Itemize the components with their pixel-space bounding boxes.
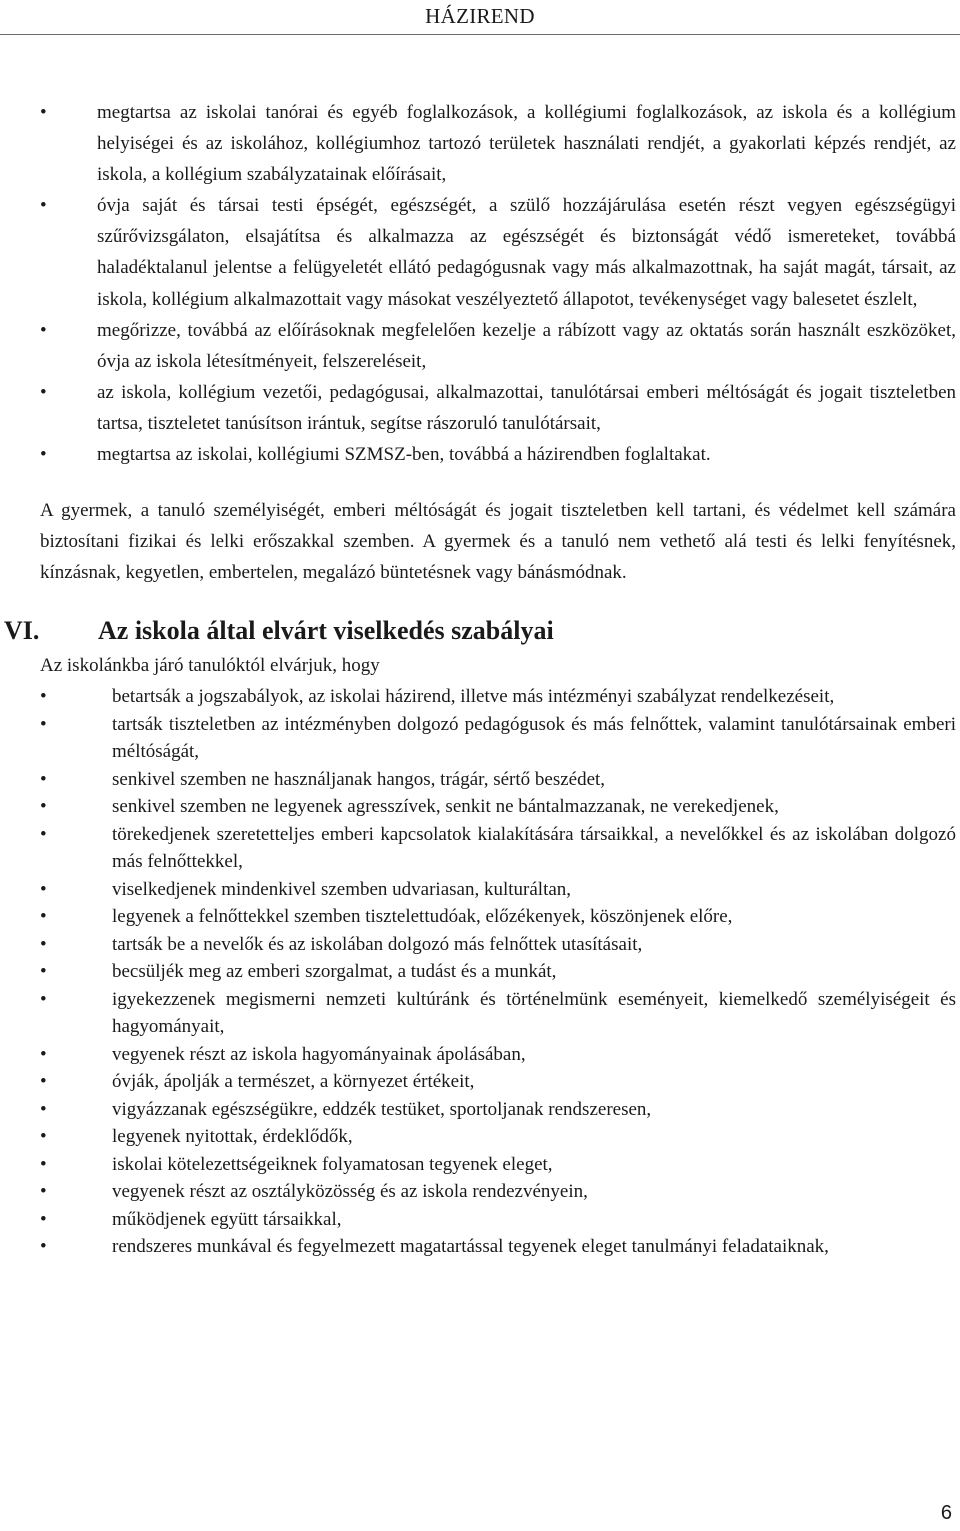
document-title: HÁZIREND — [425, 4, 535, 28]
list-item — [40, 711, 956, 766]
list-item — [40, 377, 956, 439]
list-item — [40, 190, 956, 314]
bullet-icon: • — [40, 319, 47, 341]
bullet-icon: • — [40, 1043, 47, 1065]
bullet-icon: • — [40, 1181, 47, 1203]
list-item-text: rendszeres munkával és fegyelmezett magatartással tegyenek eleget tanulmányi feladataiknak, — [112, 1236, 829, 1258]
behavior-rules-list — [40, 683, 956, 1261]
list-item-text: legyenek nyitottak, érdeklődők, — [112, 1126, 353, 1148]
list-item-text: óvja saját és társai testi épségét, egészségét, a szülő hozzájárulása esetén részt vegyen egészségügyi szűrővizsgálaton, elsajátítsa és alkalmazza az egészségét és biztonságát védő ismereteket, továbbá haladéktalanul jelentse a felügyeletét ellátó pedagógusnak vagy más alkalmazottnak, ha saját magát, társait, az iskola, kollégium alkalmazottait vagy másokat veszélyeztető állapotot, tevékenységet vagy balesetet észlelt, — [97, 195, 956, 310]
bullet-icon: • — [40, 1208, 47, 1230]
list-item — [40, 1178, 956, 1206]
list-item — [40, 903, 956, 931]
list-item-text: igyekezzenek megismerni nemzeti kultúránk és történelmünk eseményeit, kiemelkedő személyiségeit és hagyományait, — [112, 988, 956, 1038]
list-item — [40, 1151, 956, 1179]
bullet-icon: • — [40, 823, 47, 845]
list-item-text: viselkedjenek mindenkivel szemben udvariasan, kulturáltan, — [112, 878, 572, 900]
list-item — [40, 931, 956, 959]
bullet-icon: • — [40, 713, 47, 735]
list-item — [40, 1206, 956, 1234]
page-number: 6 — [940, 1502, 952, 1524]
list-item-text: vegyenek részt az osztályközösség és az iskola rendezvényein, — [112, 1181, 588, 1203]
document-body — [4, 97, 956, 1261]
list-item — [40, 1096, 956, 1124]
list-item-text: működjenek együtt társaikkal, — [112, 1208, 342, 1230]
list-item-text: megtartsa az iskolai tanórai és egyéb foglalkozások, a kollégiumi foglalkozások, az iskola és a kollégium helyiségei és az iskolához, kollégiumhoz tartozó területek használati rendjét, a gyakorlati képzés rendjét, az iskola, a kollégium szabályzatainak előírásait, — [97, 102, 956, 186]
obligations-list — [40, 97, 956, 470]
list-item-text: tartsák be a nevelők és az iskolában dolgozó más felnőttek utasításait, — [112, 933, 643, 955]
list-item — [40, 97, 956, 190]
list-item-text: az iskola, kollégium vezetői, pedagógusai, alkalmazottai, tanulótársai emberi méltóságát és jogait tiszteletben tartsa, tiszteletet tanúsítson irántuk, segítse rászoruló tanulótársait, — [97, 381, 956, 434]
section-heading — [4, 613, 956, 649]
list-item-text: iskolai kötelezettségeiknek folyamatosan tegyenek eleget, — [112, 1153, 553, 1175]
bullet-icon: • — [40, 768, 47, 790]
list-item-text: vegyenek részt az iskola hagyományainak ápolásában, — [112, 1043, 526, 1065]
page-header — [0, 0, 960, 35]
list-item — [40, 958, 956, 986]
list-item — [40, 1041, 956, 1069]
list-item — [40, 1068, 956, 1096]
bullet-icon: • — [40, 878, 47, 900]
bullet-icon: • — [40, 195, 47, 217]
list-item-text: tartsák tiszteletben az intézményben dolgozó pedagógusok és más felnőttek, valamint tanulótársainak emberi méltóságát, — [112, 713, 956, 763]
section-title: Az iskola által elvárt viselkedés szabályai — [98, 616, 554, 646]
list-item — [40, 793, 956, 821]
bullet-icon: • — [40, 961, 47, 983]
list-item-text: törekedjenek szeretetteljes emberi kapcsolatok kialakítására társaikkal, a nevelőkkel és az iskolában dolgozó más felnőttekkel, — [112, 823, 956, 873]
list-item-text: betartsák a jogszabályok, az iskolai házirend, illetve más intézményi szabályzat rendelkezéseit, — [112, 686, 835, 708]
list-item — [40, 683, 956, 711]
list-item-text: megőrizze, továbbá az előírásoknak megfelelően kezelje a rábízott vagy az oktatás során használt eszközöket, óvja az iskola létesítményeit, felszereléseit, — [97, 319, 956, 372]
bullet-icon: • — [40, 102, 47, 123]
list-item — [40, 439, 956, 470]
list-item — [40, 821, 956, 876]
list-item-text: becsüljék meg az emberi szorgalmat, a tudást és a munkát, — [112, 961, 557, 983]
list-item — [40, 766, 956, 794]
bullet-icon: • — [40, 906, 47, 928]
bullet-icon: • — [40, 1236, 47, 1258]
list-item-text: senkivel szemben ne legyenek agresszívek, senkit ne bántalmazzanak, ne verekedjenek, — [112, 796, 779, 818]
bullet-icon: • — [40, 1071, 47, 1093]
bullet-icon: • — [40, 444, 47, 466]
list-item — [40, 1123, 956, 1151]
list-item — [40, 876, 956, 904]
bullet-icon: • — [40, 686, 47, 708]
bullet-icon: • — [40, 381, 47, 403]
list-item-text: óvják, ápolják a természet, a környezet értékeit, — [112, 1071, 475, 1093]
bullet-icon: • — [40, 933, 47, 955]
section-number: VI. — [4, 616, 40, 646]
list-item-text: megtartsa az iskolai, kollégiumi SZMSZ-ben, továbbá a házirendben foglaltakat. — [97, 444, 711, 466]
bullet-icon: • — [40, 988, 47, 1010]
list-item-text: legyenek a felnőttekkel szemben tisztelettudóak, előzékenyek, köszönjenek előre, — [112, 906, 733, 928]
bullet-icon: • — [40, 1098, 47, 1120]
bullet-icon: • — [40, 1153, 47, 1175]
list-item — [40, 315, 956, 377]
bullet-icon: • — [40, 796, 47, 818]
dignity-paragraph: A gyermek, a tanuló személyiségét, emberi méltóságát és jogait tiszteletben kell tartani, és védelmet kell számára biztosítani fizikai és lelki erőszakkal szemben. A gyermek és a tanuló nem vethető alá testi és lelki fenyítésnek, kínzásnak, kegyetlen, embertelen, megalázó büntetésnek vagy bánásmódnak. — [40, 500, 956, 584]
list-item — [40, 986, 956, 1041]
list-item-text: vigyázzanak egészségükre, eddzék testüket, sportoljanak rendszeresen, — [112, 1098, 652, 1120]
section-intro: Az iskolánkba járó tanulóktól elvárjuk, hogy — [40, 655, 380, 677]
list-item — [40, 1233, 956, 1261]
list-item-text: senkivel szemben ne használjanak hangos, trágár, sértő beszédet, — [112, 768, 606, 790]
bullet-icon: • — [40, 1126, 47, 1148]
